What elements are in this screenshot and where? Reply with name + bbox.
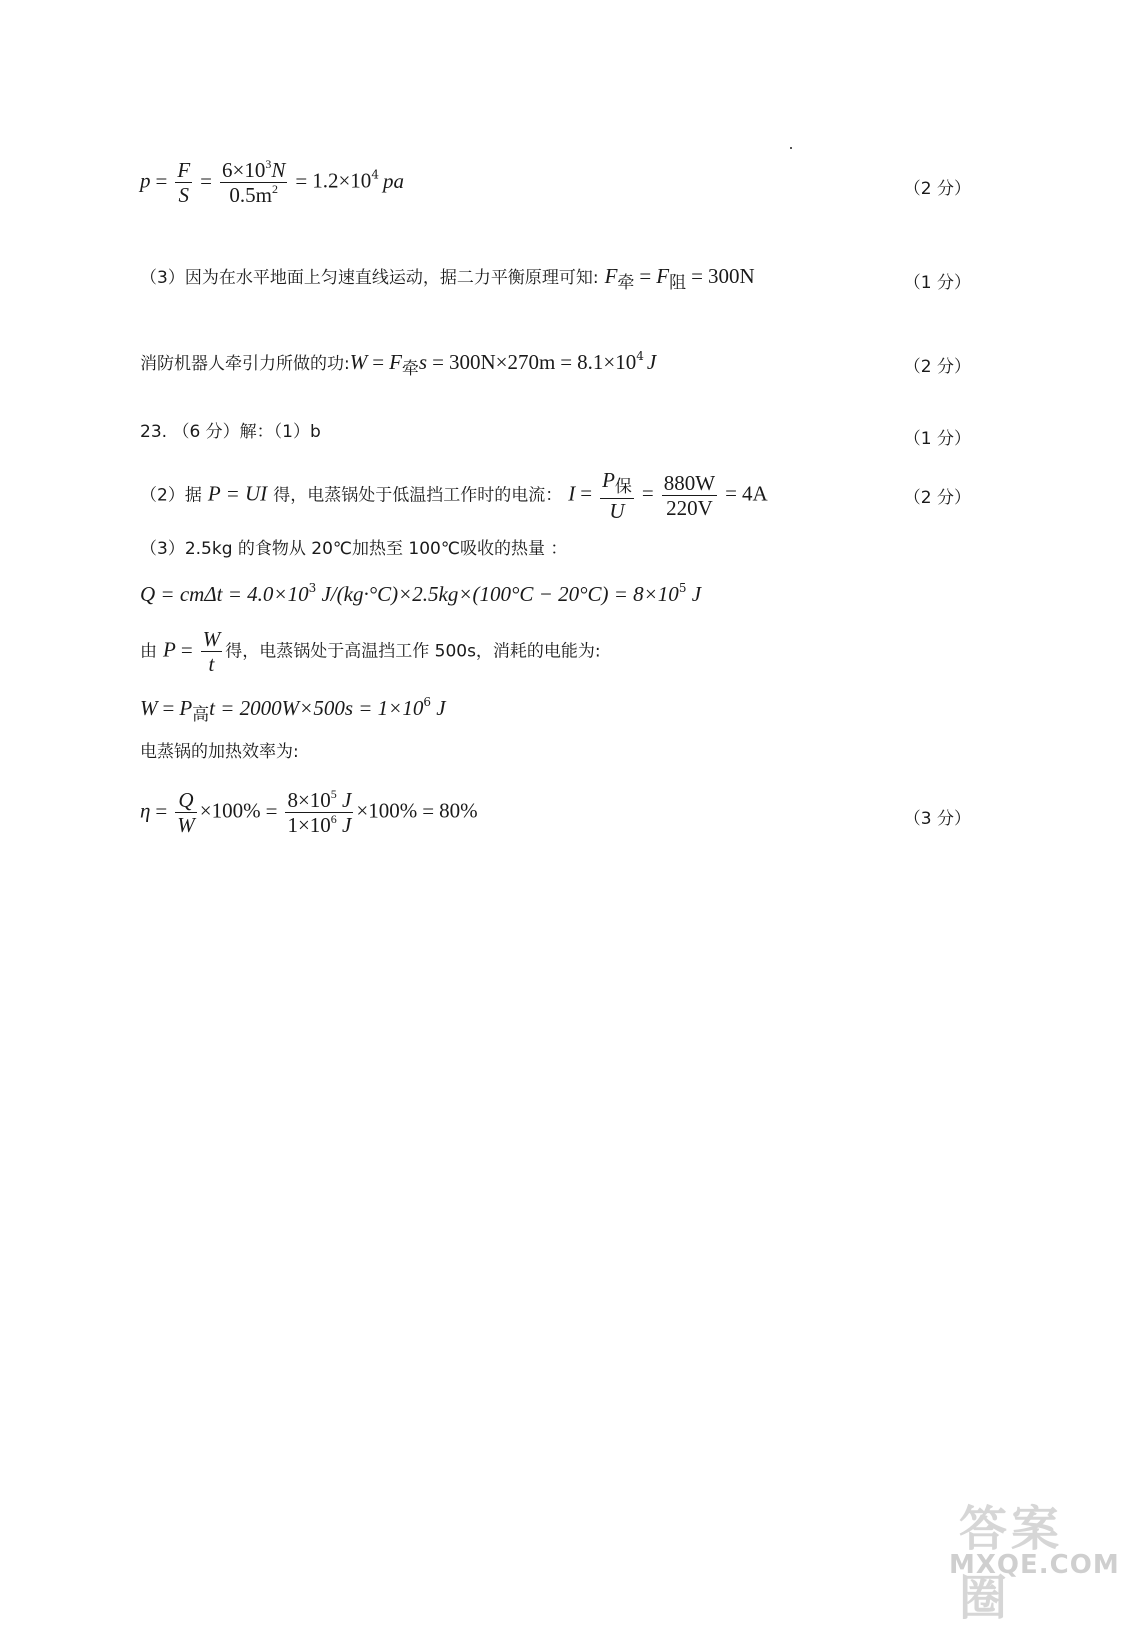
fraction-w-over-t: $\frac{W}{t}$	[202, 627, 221, 677]
power-formula-line: 由 P = $\frac{W}{t}$ 得，电蒸锅处于高温挡工作 500s，消耗的电能为:	[140, 627, 601, 677]
watermark-url: MXQE.COM	[949, 1550, 1120, 1580]
stray-dot	[790, 147, 792, 149]
fraction-p-over-u: $\frac{P_保}{U}$	[602, 468, 632, 523]
energy-equation: $W = P_高t = 2000W\times 500s = 1\times 10^6$ J	[140, 695, 446, 725]
fraction-f-over-s: $\frac{F}{S}$	[177, 158, 191, 208]
question-23-part2: （2）据 P = UI 得，电蒸锅处于低温挡工作时的电流： I = $\frac{P_保}{U}$ = $\frac{880W}{220V}$ = 4A	[140, 468, 768, 523]
score-work: （2 分）	[903, 357, 971, 377]
work-line: 消防机器人牵引力所做的功:W = $F_牵s = 300N\times 270m = 8.1\times 10^4$ J	[140, 349, 657, 379]
efficiency-label: 电蒸锅的加热效率为:	[140, 742, 299, 762]
fraction-power-over-voltage: $\frac{880W}{220V}$	[663, 470, 716, 520]
watermark	[949, 1490, 1120, 1626]
question-23-part3: （3）2.5kg 的食物从 20℃加热至 100℃吸收的热量 ：	[140, 539, 568, 559]
heat-equation: $Q = cm\Delta t = 4.0\times 10^3$ $J/(kg\cdot^\circ C)\times 2.5kg\times(100^\circ C - 20^\circ C) = 8\times 10^5$ J	[140, 581, 702, 606]
traction-force-line: （3）因为在水平地面上匀速直线运动，据二力平衡原理可知: $F_牵 = F_阻 = 300N$	[140, 264, 755, 293]
pressure-equation: p = $\frac{F}{S}$ = $\frac{6\times 10^3N}{0.5m^2}$ = $1.2\times 10^4$ pa	[140, 157, 404, 208]
efficiency-equation: η = $\frac{Q}{W}$ ×100% = $\frac{8\times 10^5 J}{1\times 10^6 J}$ ×100% = 80%	[140, 787, 478, 838]
watermark-logo: 答案圈	[959, 1501, 1064, 1626]
score-23-2: （2 分）	[903, 488, 971, 508]
score-pressure: （2 分）	[903, 179, 971, 199]
score-efficiency: （3 分）	[903, 809, 971, 829]
fraction-force-over-area: $\frac{6\times 10^3N}{0.5m^2}$	[222, 157, 286, 208]
fraction-heat-over-energy: $\frac{8\times 10^5 J}{1\times 10^6 J}$	[287, 787, 352, 838]
fraction-q-over-w: $\frac{Q}{W}$	[177, 788, 195, 838]
question-23-part1: 23. （6 分）解：（1）b	[140, 422, 321, 442]
score-traction: （1 分）	[903, 273, 971, 293]
score-23-1: （1 分）	[903, 429, 971, 449]
